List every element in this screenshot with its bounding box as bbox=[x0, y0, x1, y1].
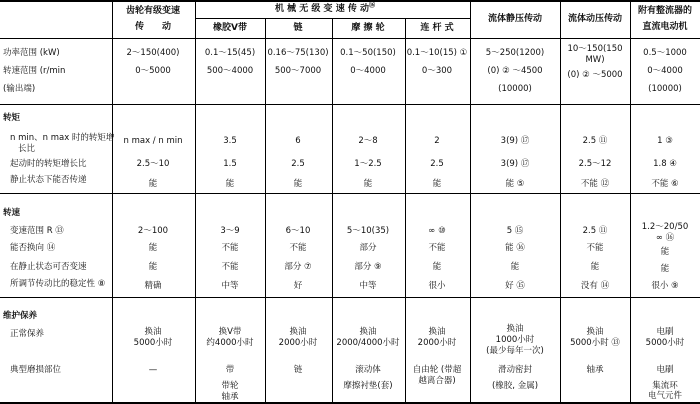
speed-reverse-hydrostatic: 能 ⑯ bbox=[505, 243, 525, 253]
speed-stability-chain: 好 bbox=[293, 281, 303, 291]
maint-reg1-hydrodynamic: 换油 bbox=[586, 327, 604, 337]
speed-reverse-friction: 部分 bbox=[359, 243, 377, 253]
header-mechanical-group: 机 械 无 级 变 速 传 动⑯ bbox=[275, 2, 375, 14]
speed-dc-max: (10000) bbox=[648, 84, 682, 94]
col-rule-3 bbox=[265, 18, 266, 404]
label-torque-ratio: n min、n max 时的转矩增 bbox=[10, 133, 115, 143]
speed-range-belt: 3～9 bbox=[220, 226, 240, 236]
label-torque-ratio-2: 长比 bbox=[18, 144, 36, 154]
power-hydrodynamic-unit: MW) bbox=[585, 55, 605, 65]
rule-torque-bottom bbox=[0, 193, 700, 194]
maint-wear-belt: 带 bbox=[225, 365, 235, 375]
maint-reg3-hydrostatic: (最少每年一次) bbox=[486, 346, 544, 356]
speed-belt: 500～4000 bbox=[206, 66, 254, 76]
rule-speed-bottom bbox=[0, 297, 700, 298]
maint-reg2-dc: 5000小时 bbox=[645, 338, 685, 348]
speed-stability-belt: 中等 bbox=[221, 281, 239, 291]
label-ratio-stability: 所调节传动比的稳定性 ⑧ bbox=[10, 279, 106, 289]
speed-reverse-chain: 不能 bbox=[289, 243, 307, 253]
torque-start-belt: 1.5 bbox=[223, 159, 237, 169]
maint-reg2-belt: 约4000小时 bbox=[206, 338, 254, 348]
speed-range-chain: 6～10 bbox=[285, 226, 311, 236]
torque-start-chain: 2.5 bbox=[291, 159, 305, 169]
speed-stability-hydrostatic: 好 ⑮ bbox=[505, 281, 525, 291]
speed-static-linkage: 能 bbox=[432, 262, 442, 272]
torque-ratio-hydrostatic: 3(9) ⑰ bbox=[500, 136, 530, 146]
speed-range-gear: 2～100 bbox=[137, 226, 169, 236]
torque-static-hydrostatic: 能 ⑤ bbox=[505, 179, 525, 189]
header-rubber-v-belt: 橡胶V带 bbox=[213, 23, 247, 33]
header-linkage: 连 杆 式 bbox=[420, 23, 454, 33]
maint-wear-belt-3: 轴承 bbox=[221, 392, 239, 402]
section-title-maintenance: 维护保养 bbox=[3, 311, 38, 321]
section-title-torque: 转矩 bbox=[3, 113, 21, 123]
col-rule-7 bbox=[560, 0, 561, 404]
maint-wear-hydrodynamic: 轴承 bbox=[586, 365, 604, 375]
torque-ratio-dc: 1 ③ bbox=[657, 136, 673, 146]
header-chain: 链 bbox=[293, 23, 303, 33]
torque-start-gear: 2.5～10 bbox=[136, 159, 170, 169]
power-hydrodynamic: 10～150(150 bbox=[567, 44, 623, 54]
maint-wear-dc-2: 集流环 bbox=[652, 381, 678, 391]
speed-hydrodynamic: (0) ② ～5000 bbox=[567, 70, 623, 80]
speed-hydrostatic-max: (10000) bbox=[498, 84, 532, 94]
speed-linkage: 0～300 bbox=[421, 66, 453, 76]
maint-reg1-linkage: 换油 bbox=[428, 327, 446, 337]
header-gear-line1: 齿轮有级变速 bbox=[125, 6, 181, 16]
power-gear: 2～150(400) bbox=[126, 48, 180, 58]
maint-reg2-gear: 5000小时 bbox=[133, 338, 173, 348]
speed-static-chain: 部分 ⑦ bbox=[284, 262, 312, 272]
rule-power-bottom bbox=[0, 104, 700, 105]
torque-static-gear: 能 bbox=[148, 179, 158, 189]
torque-static-dc: 不能 ⑥ bbox=[651, 179, 679, 189]
label-reversible: 能否换向 ⑭ bbox=[10, 243, 56, 253]
maint-reg1-chain: 换油 bbox=[289, 327, 307, 337]
torque-ratio-belt: 3.5 bbox=[223, 136, 237, 146]
maint-reg1-hydrostatic: 换油 bbox=[506, 324, 524, 334]
power-belt: 0.1～15(45) bbox=[204, 48, 256, 58]
speed-stability-hydrodynamic: 没有 ⑭ bbox=[580, 281, 610, 291]
torque-start-hydrostatic: 3(9) ⑰ bbox=[500, 159, 530, 169]
header-dc-line1: 附有整流器的 bbox=[637, 6, 693, 16]
maint-reg2-linkage: 2000小时 bbox=[417, 338, 457, 348]
maint-reg1-gear: 换油 bbox=[144, 327, 162, 337]
label-regular-maintenance: 正常保养 bbox=[10, 329, 45, 339]
maint-wear-dc: 电刷 bbox=[656, 365, 674, 375]
speed-chain: 500～7000 bbox=[274, 66, 322, 76]
maint-reg2-friction: 2000/4000小时 bbox=[336, 338, 400, 348]
label-power-range: 功率范围 (kW) bbox=[3, 48, 60, 58]
speed-stability-friction: 中等 bbox=[359, 281, 377, 291]
col-rule-5 bbox=[405, 18, 406, 404]
speed-static-gear: 能 bbox=[148, 262, 158, 272]
speed-range-dc-2: ∞ ⑯ bbox=[655, 233, 675, 243]
torque-ratio-friction: 2～8 bbox=[358, 136, 378, 146]
speed-range-linkage: ∞ ⑩ bbox=[428, 226, 446, 236]
power-linkage: 0.1～10(15) ① bbox=[406, 48, 468, 58]
rule-top bbox=[0, 0, 700, 2]
col-rule-4 bbox=[332, 18, 333, 404]
speed-range-hydrostatic: 5 ⑮ bbox=[506, 226, 524, 236]
speed-reverse-belt: 不能 bbox=[221, 243, 239, 253]
col-rule-8 bbox=[630, 0, 631, 404]
speed-range-dc: 1.2～20/50 bbox=[641, 222, 689, 232]
maint-wear-friction-2: 摩擦衬垫(套) bbox=[343, 381, 393, 391]
torque-static-linkage: 能 bbox=[432, 179, 442, 189]
speed-stability-gear: 精确 bbox=[144, 281, 162, 291]
speed-range-friction: 5～10(35) bbox=[346, 226, 390, 236]
torque-static-chain: 能 bbox=[293, 179, 303, 189]
torque-ratio-chain: 6 bbox=[295, 136, 301, 146]
label-typical-wear: 典型磨损部位 bbox=[10, 365, 62, 375]
maint-wear-hydrostatic: 滑动密封 bbox=[497, 365, 533, 375]
speed-range-hydrodynamic: 2.5 ⑪ bbox=[582, 226, 608, 236]
label-static-transmit: 静止状态下能否传递 bbox=[10, 175, 87, 185]
label-output-end: (输出端) bbox=[3, 84, 36, 94]
torque-static-belt: 能 bbox=[225, 179, 235, 189]
speed-dc: 0～4000 bbox=[647, 66, 683, 76]
maint-wear-chain: 链 bbox=[293, 365, 303, 375]
speed-static-belt: 不能 bbox=[221, 262, 239, 272]
maint-reg2-hydrostatic: 1000小时 bbox=[495, 335, 535, 345]
speed-static-friction: 部分 ⑨ bbox=[354, 262, 382, 272]
power-hydrostatic: 5～250(1200) bbox=[485, 48, 545, 58]
maint-wear-linkage: 自由轮 (带超 bbox=[412, 365, 462, 375]
header-gear-line2: 传 动 bbox=[134, 22, 172, 32]
torque-ratio-linkage: 2 bbox=[434, 136, 440, 146]
label-speed-range: 转速范围 (r/min bbox=[3, 66, 66, 76]
section-title-speed: 转速 bbox=[3, 208, 21, 218]
power-chain: 0.16～75(130) bbox=[267, 48, 329, 58]
maint-reg1-belt: 换V带 bbox=[218, 327, 242, 337]
torque-start-friction: 1～2.5 bbox=[354, 159, 382, 169]
maint-wear-dc-3: 电气元件 bbox=[647, 391, 683, 401]
maint-wear-hydrostatic-2: (橡胶, 金属) bbox=[491, 381, 539, 391]
header-dc-line2: 直流电动机 bbox=[642, 22, 688, 32]
speed-static-hydrostatic: 能 bbox=[510, 262, 520, 272]
torque-start-linkage: 2.5 bbox=[430, 159, 444, 169]
maint-wear-linkage-2: 越离合器) bbox=[418, 376, 456, 386]
speed-friction: 0～4000 bbox=[350, 66, 386, 76]
speed-stability-linkage: 很小 bbox=[428, 281, 446, 291]
power-dc: 0.5～1000 bbox=[643, 48, 687, 58]
maint-wear-friction: 滚动体 bbox=[355, 365, 381, 375]
label-startup-torque: 起动时的转矩增长比 bbox=[10, 159, 87, 169]
torque-static-friction: 能 bbox=[363, 179, 373, 189]
torque-ratio-gear: n max / n min bbox=[123, 136, 183, 146]
speed-reverse-hydrodynamic: 不能 bbox=[586, 243, 604, 253]
speed-gear: 0～5000 bbox=[135, 66, 171, 76]
maint-reg2-chain: 2000小时 bbox=[278, 338, 318, 348]
maint-reg2-hydrodynamic: 5000小时 ⑬ bbox=[570, 338, 620, 348]
maint-wear-belt-2: 带轮 bbox=[221, 381, 239, 391]
speed-reverse-linkage: 不能 bbox=[428, 243, 446, 253]
col-rule-2 bbox=[195, 0, 196, 404]
speed-static-hydrodynamic: 能 bbox=[590, 262, 600, 272]
label-speed-range-r: 变速范围 R ⑬ bbox=[10, 226, 64, 236]
speed-static-dc: 能 bbox=[660, 264, 670, 274]
header-friction-wheel: 摩 擦 轮 bbox=[351, 23, 385, 33]
torque-ratio-hydrodynamic: 2.5 ⑪ bbox=[582, 136, 608, 146]
col-rule-6 bbox=[470, 0, 471, 404]
label-static-shift: 在静止状态可否变速 bbox=[10, 262, 87, 272]
torque-start-hydrodynamic: 2.5～12 bbox=[578, 159, 612, 169]
col-rule-1 bbox=[112, 0, 113, 404]
speed-reverse-gear: 能 bbox=[148, 243, 158, 253]
speed-reverse-dc: 能 bbox=[660, 247, 670, 257]
torque-static-hydrodynamic: 不能 ⑫ bbox=[580, 179, 610, 189]
header-hydrostatic: 流体静压传动 bbox=[487, 14, 543, 24]
speed-hydrostatic: (0) ② ～4500 bbox=[487, 66, 543, 76]
maint-reg1-dc: 电刷 bbox=[656, 327, 674, 337]
maint-reg1-friction: 换油 bbox=[359, 327, 377, 337]
power-friction: 0.1～50(150) bbox=[340, 48, 396, 58]
maint-wear-gear: — bbox=[148, 365, 158, 375]
rule-header-bottom bbox=[0, 38, 700, 39]
torque-start-dc: 1.8 ④ bbox=[653, 159, 677, 169]
speed-stability-dc: 很小 ⑨ bbox=[651, 281, 679, 291]
header-hydrodynamic: 流体动压传动 bbox=[567, 14, 623, 24]
